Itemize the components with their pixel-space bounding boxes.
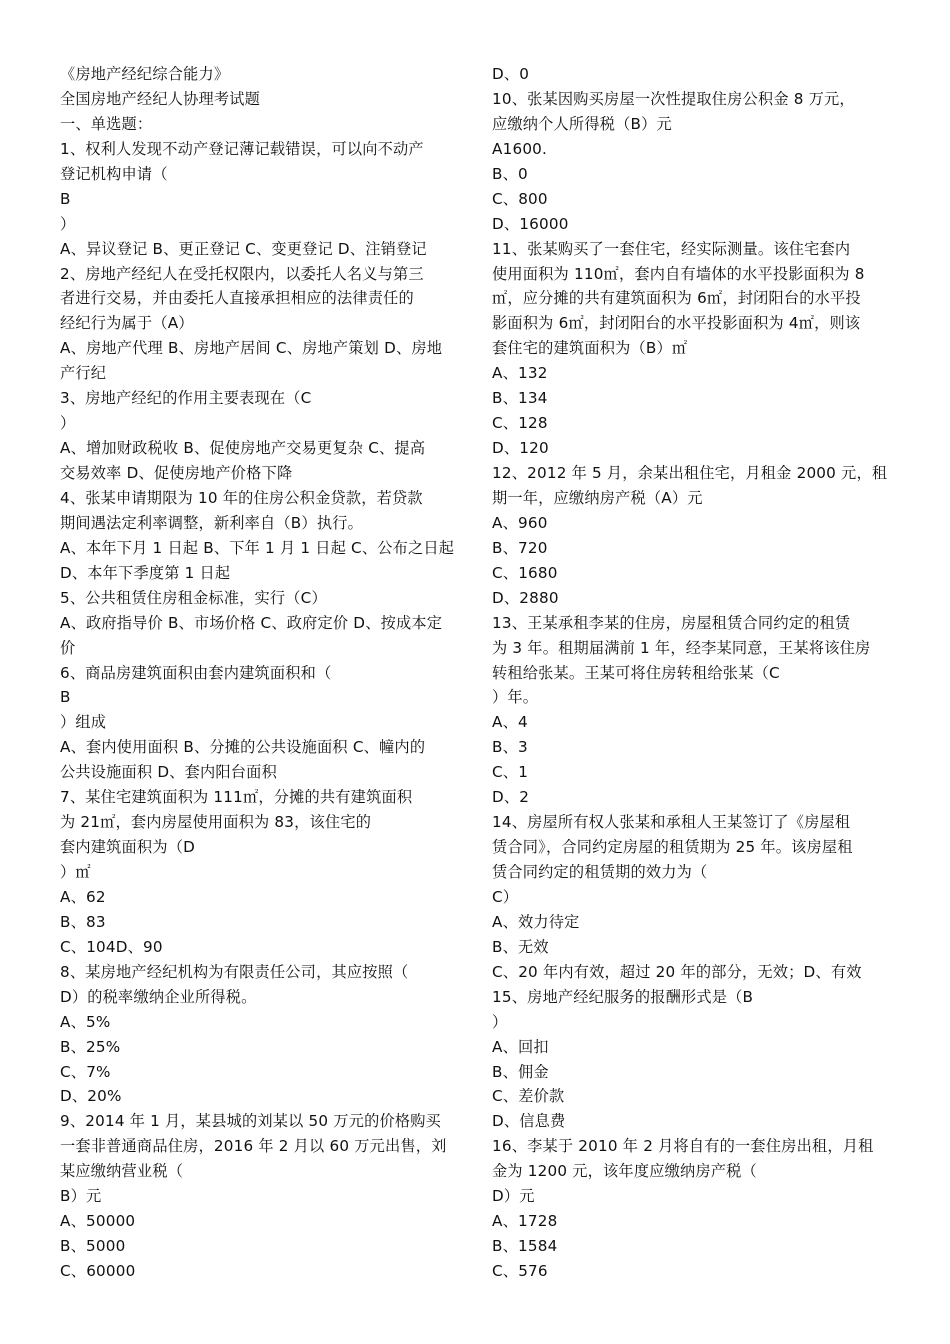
- text-line: D、120: [492, 439, 549, 458]
- text-line: 2、房地产经纪人在受托权限内，以委托人名义与第三: [60, 264, 424, 283]
- text-line: B、720: [492, 538, 548, 557]
- text-line: B、3: [492, 738, 528, 757]
- text-line: 赁合同约定的租赁期的效力为（: [492, 863, 708, 881]
- text-line: B、1584: [492, 1237, 558, 1256]
- left-column: [60, 62, 460, 1284]
- text-line: 全国房地产经纪人协理考试题: [60, 89, 261, 108]
- text-line: B）元: [60, 1187, 102, 1206]
- text-line: A、50000: [60, 1212, 136, 1231]
- text-line: 登记机构申请（: [60, 164, 168, 183]
- text-line: 8、某房地产经纪机构为有限责任公司，其应按照（: [60, 962, 409, 981]
- text-line: 16、李某于 2010 年 2 月将自有的一套住房出租，月租: [492, 1137, 874, 1156]
- text-line: 1、权利人发现不动产登记薄记载错误，可以向不动产: [60, 139, 424, 158]
- text-line: 转租给张某。王某可将住房转租给张某（C: [492, 663, 780, 682]
- text-line: B: [60, 189, 71, 208]
- text-line: 4、张某申请期限为 10 年的住房公积金贷款，若贷款: [60, 488, 423, 507]
- text-line: ）㎡: [60, 863, 91, 881]
- text-line: A、5%: [60, 1012, 111, 1031]
- text-line: ㎡，应分摊的共有建筑面积为 6㎡，封闭阳台的水平投: [492, 289, 861, 308]
- text-line: 价: [60, 638, 76, 657]
- text-line: A、增加财政税收 B、促使房地产交易更复杂 C、提高: [60, 439, 426, 458]
- text-line: D）的税率缴纳企业所得税。: [60, 987, 257, 1006]
- text-line: 《房地产经纪综合能力》: [60, 65, 230, 83]
- text-line: D）元: [492, 1187, 535, 1206]
- text-line: D、本年下季度第 1 日起: [60, 563, 231, 582]
- text-line: 3、房地产经纪的作用主要表现在（C: [60, 389, 312, 408]
- text-line: C）: [492, 887, 519, 906]
- text-line: ）: [60, 214, 76, 233]
- text-line: 5、公共租赁住房租金标准，实行（C）: [60, 588, 327, 607]
- text-line: 金为 1200 元，该年度应缴纳房产税（: [492, 1162, 757, 1181]
- text-line: 10、张某因购买房屋一次性提取住房公积金 8 万元，: [492, 89, 855, 108]
- text-line: C、104D、90: [60, 937, 163, 956]
- text-line: A、政府指导价 B、市场价格 C、政府定价 D、按成本定: [60, 613, 443, 632]
- text-line: 期一年，应缴纳房产税（A）元: [492, 488, 703, 507]
- text-line: A、62: [60, 887, 106, 906]
- text-line: 一套非普通商品住房，2016 年 2 月以 60 万元出售，刘: [60, 1137, 447, 1156]
- text-line: 6、商品房建筑面积由套内建筑面积和（: [60, 663, 332, 682]
- text-line: C、1680: [492, 563, 558, 582]
- text-line: 套住宅的建筑面积为（B）㎡: [492, 339, 688, 358]
- text-line: A1600.: [492, 139, 548, 158]
- text-line: A、132: [492, 364, 548, 383]
- text-line: 者进行交易，并由委托人直接承担相应的法律责任的: [60, 289, 414, 308]
- text-line: 13、王某承租李某的住房，房屋租赁合同约定的租赁: [492, 613, 851, 632]
- text-line: D、2880: [492, 588, 559, 607]
- text-line: 公共设施面积 D、套内阳台面积: [60, 763, 277, 782]
- text-line: 14、房屋所有权人张某和承租人王某签订了《房屋租: [492, 813, 851, 832]
- text-line: 套内建筑面积为（D: [60, 838, 195, 857]
- text-line: B、134: [492, 389, 548, 408]
- text-line: 9、2014 年 1 月，某县城的刘某以 50 万元的价格购买: [60, 1112, 442, 1131]
- right-column: [492, 62, 897, 1284]
- text-line: C、差价款: [492, 1087, 565, 1106]
- text-line: A、960: [492, 513, 548, 532]
- text-line: C、20 年内有效，超过 20 年的部分，无效；D、有效: [492, 962, 862, 981]
- text-line: 12、2012 年 5 月，余某出租住宅，月租金 2000 元，租: [492, 464, 888, 482]
- text-line: 15、房地产经纪服务的报酬形式是（B: [492, 987, 754, 1006]
- text-line: 某应缴纳营业税（: [60, 1162, 184, 1181]
- text-line: A、房地产代理 B、房地产居间 C、房地产策划 D、房地: [60, 339, 443, 358]
- text-line: D、16000: [492, 214, 569, 233]
- text-line: C、60000: [60, 1262, 136, 1280]
- text-line: A、效力待定: [492, 912, 580, 931]
- text-line: 经纪行为属于（A）: [60, 314, 194, 333]
- text-line: 7、某住宅建筑面积为 111㎡，分摊的共有建筑面积: [60, 788, 413, 807]
- text-line: B、0: [492, 164, 528, 183]
- text-line: B、5000: [60, 1237, 126, 1256]
- text-line: ）: [60, 414, 76, 433]
- text-line: B、佣金: [492, 1062, 549, 1081]
- text-line: 一、单选题：: [60, 114, 153, 133]
- text-line: B、无效: [492, 937, 549, 956]
- text-line: A、1728: [492, 1212, 558, 1231]
- text-line: A、异议登记 B、更正登记 C、变更登记 D、注销登记: [60, 239, 427, 258]
- text-line: ）年。: [492, 688, 539, 707]
- text-line: B、83: [60, 912, 106, 931]
- text-line: D、20%: [60, 1087, 122, 1106]
- text-line: C、7%: [60, 1062, 111, 1081]
- text-line: 应缴纳个人所得税（B）元: [492, 114, 672, 133]
- text-line: 赁合同》，合同约定房屋的租赁期为 25 年。该房屋租: [492, 838, 853, 857]
- text-line: C、576: [492, 1262, 548, 1280]
- text-line: 影面积为 6㎡，封闭阳台的水平投影面积为 4㎡，则该: [492, 314, 861, 333]
- text-line: B、25%: [60, 1037, 121, 1056]
- text-line: 为 21㎡，套内房屋使用面积为 83，该住宅的: [60, 813, 372, 832]
- text-line: C、128: [492, 414, 548, 433]
- text-line: A、套内使用面积 B、分摊的公共设施面积 C、幢内的: [60, 738, 426, 757]
- text-line: 为 3 年。租期届满前 1 年，经李某同意，王某将该住房: [492, 638, 871, 657]
- text-line: D、0: [492, 65, 530, 83]
- text-line: ）组成: [60, 713, 107, 732]
- text-line: A、本年下月 1 日起 B、下年 1 月 1 日起 C、公布之日起: [60, 538, 455, 557]
- text-line: 产行纪: [60, 364, 107, 383]
- text-line: 交易效率 D、促使房地产价格下降: [60, 464, 293, 482]
- text-line: C、800: [492, 189, 548, 208]
- text-line: A、回扣: [492, 1037, 549, 1056]
- text-line: D、2: [492, 788, 530, 807]
- text-line: A、4: [492, 713, 528, 732]
- text-line: 使用面积为 110㎡，套内自有墙体的水平投影面积为 8: [492, 264, 865, 283]
- text-line: C、1: [492, 763, 529, 782]
- text-line: D、信息费: [492, 1112, 566, 1131]
- text-line: 期间遇法定利率调整，新利率自（B）执行。: [60, 513, 363, 532]
- text-line: 11、张某购买了一套住宅，经实际测量。该住宅套内: [492, 239, 851, 258]
- text-line: ）: [492, 1012, 508, 1031]
- text-line: B: [60, 688, 71, 707]
